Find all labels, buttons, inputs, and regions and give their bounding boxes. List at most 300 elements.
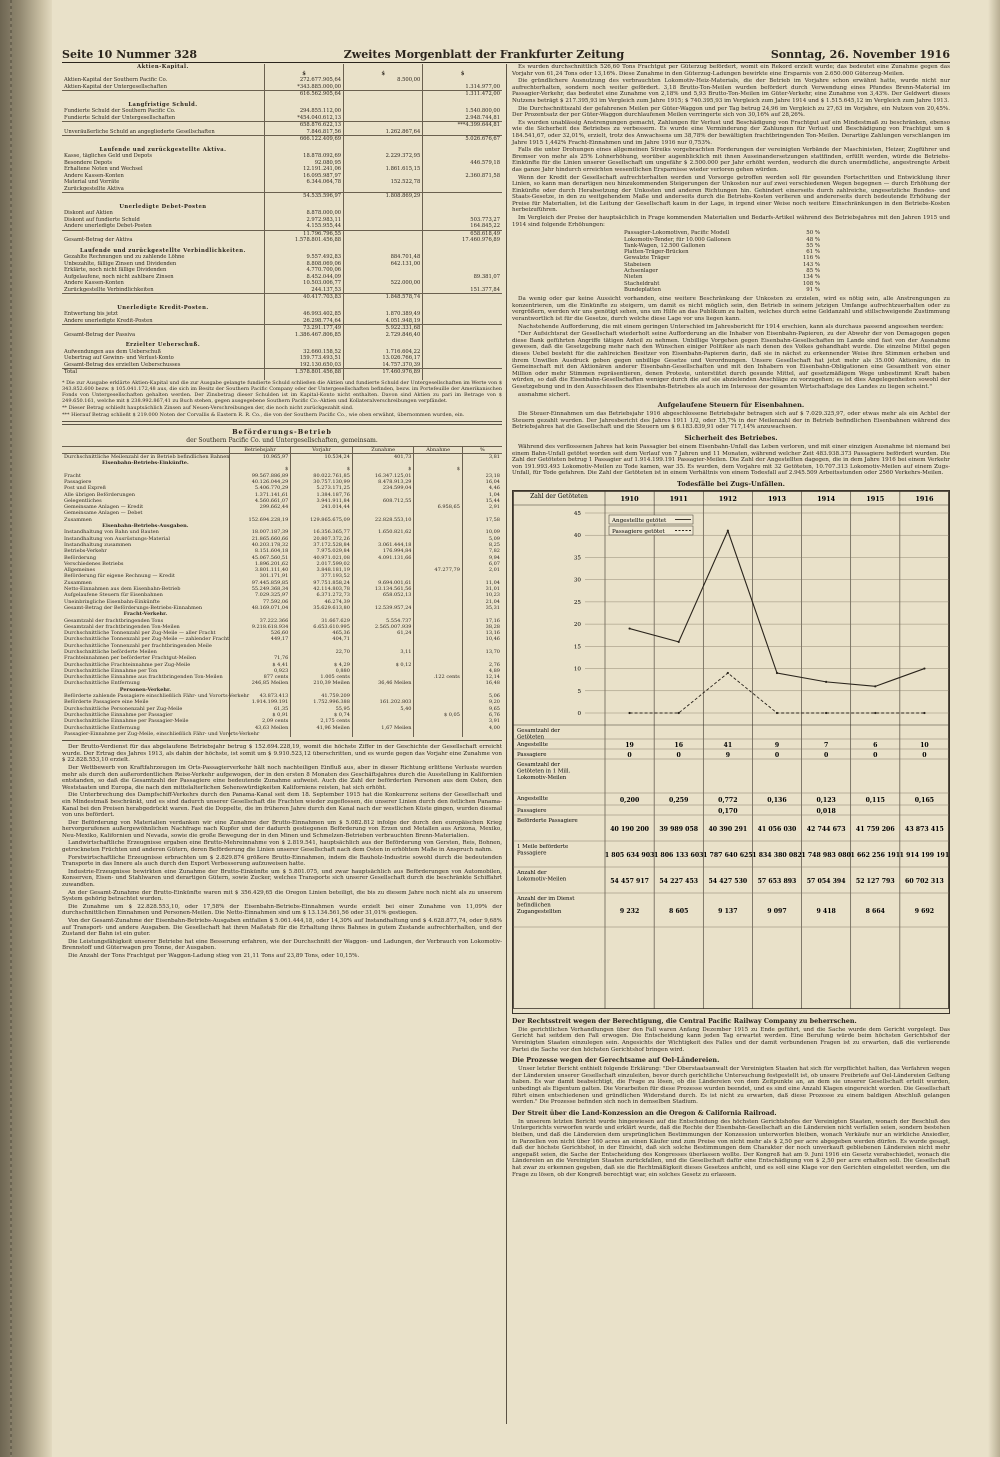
row-value [423, 325, 502, 332]
table-cell-value: 0 [823, 751, 829, 759]
table-row-label: Passagiere [517, 751, 547, 758]
row-label: Durchschnittliche Entfernung [64, 680, 140, 687]
row-value: 294.855.112,00 [264, 108, 343, 115]
right-column [512, 64, 950, 1179]
series-line-passagiere [630, 673, 925, 713]
row-label: Entwertung bis jetzt [64, 311, 118, 317]
paragraph: An der Gesamt-Zunahme der Brutto-Einkünfte waren mit $ 356.429,65 die Oregon Linien beteiligt, die bis zu diesem Jahre noch nicht als zu unserem System gehörig betrachtet wurden. [62, 889, 502, 903]
row-value: 36,46 Meilen [352, 680, 414, 686]
row-label: Andere Kassen-Konten [64, 172, 124, 179]
year-label: 1910 [620, 494, 639, 503]
row-value: 20.807.372,26 [291, 536, 353, 542]
row-value: 8.808.069,06 [264, 261, 343, 268]
row-label: Erklärte, noch nicht fällige Dividenden [64, 267, 167, 273]
table-cell-value: 0,170 [718, 807, 738, 815]
group-title: Fracht-Verkehr. [123, 611, 168, 618]
row-value: 8.452.044,09 [264, 274, 343, 281]
row-value: 1.371.141,61 [229, 492, 291, 498]
table-row-label: Lokomotiv-Meilen [517, 876, 567, 883]
row-label: Gesamtzahl der frachtbringenden Ton-Meilen [64, 623, 180, 630]
table-cell-value: 41 [723, 741, 733, 749]
row-label: Zusammen [64, 579, 92, 586]
row-value: 616.562.905,64 [264, 91, 343, 98]
taxes-text: Die Steuer-Einnahmen um das Betriebsjahr 1916 abgeschlossene Betriebsjahr betragen sich auf $ 7.029.325,97, oder etwas mehr als ein Achtel der Steuern gezahlt wurden. Der Jahresbericht des Jahres 1911 1/2, oder 15,7% in der Meilenzahl der in Betrieb befindlichen Eisenbahnen während des Betriebsjahres hat die Gesellschaft und die Steuern um $ 6.183.839,91 oder 717,14% anzuwachsen. [512, 411, 950, 431]
table-cell-value: 60 702 313 [905, 877, 944, 885]
paragraph: Falls die unter Drohungen eines allgemeinen Streiks vorgebrachten Forderungen der vereinigten Verbände der Maschinisten, Heizer, Zugführer und Bremser von mehr als 25% Lohnerhöhung, worüber augenblicklich mit ihnen Auseinandersetzungen stattfinden, erfüllt werden, würde die Betriebs-Einkünfte für die Linien unserer Gesellschaft um ungefähr $ 2.500.000 per Jahr erhöht werden, wodurch die durch unermüdliche, angestrengte Arbeit das ganze Jahr hindurch erreichten wesentlichen Ersparnisse wieder verloren gehen würden. [512, 147, 950, 173]
row-label: Erhaltene Noten und Wechsel [64, 166, 143, 172]
table-cell-value: 41 759 206 [855, 825, 895, 833]
price-value: 116 % [802, 255, 820, 262]
price-value: 143 % [802, 261, 820, 268]
operations-title: Beförderungs-Betrieb [232, 427, 332, 436]
row-value: 46.993.402,85 [264, 311, 343, 318]
row-value: $ 0,12 [352, 662, 414, 668]
table-cell-value: 40 390 291 [708, 825, 748, 833]
row-label: Andere Kassen-Konten [64, 280, 124, 286]
row-value: 6.958,65 [414, 504, 462, 510]
row-value: 40.203.178,32 [229, 542, 291, 548]
row-value: 71,76 [229, 655, 291, 661]
row-label: Uneinbringliche Eisenbahn-Einkünfte [64, 598, 160, 605]
paragraph: Die Zunahme um $ 22.828.553,10, oder 17,58% der Eisenbahn-Betriebs-Einnahmen wurde erzielt bei einer Zunahme von 11,09% der durchschnittlichen Einnahmen und Personen-Meilen. Die Netto-Einnahmen sind um $ 13.134.561,56 oder 31,01% gestiegen. [62, 903, 502, 917]
row-label: Zurückgestellte Verbindlichkeiten [64, 286, 154, 293]
paragraph: Die gründlichere Ausnutzung des verbrauchten Lokomotiv-Heiz-Materials, die der Betrieb im Vorjahre schon erwähnt hatte, wurde nicht nur aufrechterhalten, sondern noch weiter gefördert. 3,18 Brutto-Ton-Meilen wurden befördert durch Verwendung eines Pfundes Brenn-Material im Passagier-Verkehr, das bedeutet eine Zunahme von 2,18% und 5,93 Brutto-Ton-Meilen im Güter-Verkehr, eine Zunahme von 3,43%. Der Geldwert dieses Nutzens beträgt $ 217.395,93 im Vergleich zum Jahre 1915; $ 740.395,93 im Vergleich zum Jahre 1914 und $ 1.515.645,12 im Vergleich zum Jahre 1913. [512, 78, 950, 104]
row-label: Fundierte Schuld der Southern Pacific Co. [64, 108, 176, 114]
row-value: 2.229.372,95 [344, 153, 423, 160]
balance-row [62, 223, 502, 230]
table-row-label: Zugangestellten [517, 908, 562, 915]
row-value: 11,04 [462, 580, 502, 586]
balance-footnotes [62, 380, 502, 418]
row-value: 21,04 [462, 599, 502, 605]
row-value: 4,89 [462, 668, 502, 674]
row-value: 1.386.467.806,85 [264, 332, 343, 339]
operations-table [62, 446, 502, 738]
table-cell-value: 9 097 [767, 907, 787, 915]
row-label: Andere unerledigte Debet-Posten [64, 223, 152, 229]
row-value: 1.314.977,00 [423, 84, 502, 91]
group-title: Eisenbahn-Betriebs-Einkünfte. [101, 460, 189, 467]
balance-subtotal-row [62, 369, 502, 376]
row-value: 2.729.846,40 [344, 332, 423, 339]
price-value: 91 % [806, 286, 820, 293]
row-value [423, 369, 502, 376]
row-value: 2.360.871,58 [423, 173, 502, 180]
row-label: Gesamtzahl der frachtbringenden Tons [64, 617, 164, 624]
row-label: Durchschnittliche Tonnenzahl per Zug-Meile — zahlender Fracht [64, 636, 230, 643]
row-value: 1.752.996.388 [291, 699, 353, 705]
data-point [923, 667, 925, 669]
table-cell-value: 0,200 [619, 796, 640, 804]
price-value: 134 % [802, 274, 820, 281]
row-value [344, 223, 423, 230]
row-value: 10.534,24 [291, 453, 353, 460]
table-cell-value: 57 054 394 [806, 877, 846, 885]
row-value: ***4.399.644,81 [423, 122, 502, 129]
table-cell-value: 7 [823, 741, 829, 749]
row-label: Verschiedenes Betriebs [64, 560, 124, 567]
row-value: 15,44 [462, 498, 502, 504]
year-label: 1912 [718, 494, 737, 503]
table-cell-value: 9 137 [718, 907, 738, 915]
row-value [344, 91, 423, 98]
row-value: 1.808.869,29 [344, 193, 423, 200]
table-cell-value: 43 873 415 [905, 825, 944, 833]
paragraph: Die Anzahl der Tons Frachtgut per Waggon-Ladung stieg von 21,11 Tons auf 23,89 Tons, oder 10,15%. [68, 952, 360, 959]
table-cell-value: 19 [625, 741, 634, 749]
row-value: 13.026.766,17 [344, 355, 423, 362]
data-point [628, 627, 630, 629]
table-cell-value: 54 227 453 [659, 877, 699, 885]
axis-label: Zahl der Getöteten [530, 492, 588, 500]
paragraph: In unserem letzten Bericht wurde hingewiesen auf die Entscheidung des höchsten Gerichtshofes der Vereinigten Staaten, wonach der Beschluß des Untergerichts verworfen wurde und erklärt wurde, daß die Rechte der Eisenbahn-Gesellschaft an die Ländereien nicht verfallen seien, sondern bestehen bleiben, und daß die Ländereien dem ursprünglichen Bestimmungen der Konzession unterworfen bleiben, wonach Verkäufe nur an wirkliche Ansiedler, in Parzellen von nicht über 160 acres an einen Käufer und zum Preise von nicht mehr als $ 2,50 per acre abgegeben werden dürfen. Es wurde gesagt, daß der höchste Gerichtshof, in der Einsicht, daß sich solche Bestimmungen dem Charakter der noch unverkauft gebliebenen Ländereien nicht mehr angepaßt seien, die Sache der Entscheidung des Kongresses überlassen wollte. Der Kongreß hat am 9. Juni 1916 ein Gesetz verabschiedet, wonach die Ländereien an die Vereinigten Staaten zurückfallen, und die Gesellschaft dafür eine Entschädigung von $ 2,50 per acre erhalten soll. Die Gesellschaft hat zwar zu erkennen gegeben, daß sie die Rechtmäßigkeit dieses Gesetzes anficht, und es soll eine Klage vor den Gerichten eingeleitet werden, um die Frage zu lösen, ob der Kongreß berechtigt war, ein solches Gesetz zu erlassen. [512, 1118, 950, 1178]
paragraph: Landwirtschaftliche Erzeugnisse ergaben eine Brutto-Mehreinnahme von $ 2.819.541, hauptsächlich aus der Beförderung von Gersten, Reis, Bohnen, getrockneten Früchten und anderen Gütern, deren Beförderung die Linien unserer Gesellschaft nach dem Osten in erhöhtem Maße in Anspruch nahm. [62, 840, 502, 854]
row-value: 92.080,95 [264, 160, 343, 167]
data-point [678, 712, 680, 714]
row-value: 2.972.983,11 [264, 217, 343, 224]
row-label: Instandhaltung von Bahn und Bauten [64, 529, 159, 536]
currency-sign: $ [264, 71, 343, 78]
paragraph: Es wurden unablässig Anstrengungen gemacht, Zahlungen für Verlust und Beschädigung von Frachtgut auf ein Mindestmaß zu beschränken, ebenso wie die Sicherheit des Betriebes zu verbessern. Es wurde eine Verminderung der Zahlungen für Verlust und Beschädigung von Frachtgut um $ 184.541,67, oder 32,01%, erzielt, trotz des Anwachsens um 38,78% der bewältigten frachtbringenden Ton-Meilen. Derartige Zahlungen verschlangen im Jahre 1915 1,442% Fracht-Einnahmen und im Jahre 1916 nur 0,753%. [512, 119, 950, 146]
row-value: 41.759.209 [291, 693, 353, 699]
row-value: 4.560.661,07 [229, 498, 291, 504]
column-header: Betriebsjahr [229, 446, 291, 453]
paragraph: ausnahme sichert. [518, 391, 571, 398]
table-row-label: Anzahl der im Dienst [517, 895, 575, 902]
row-value: 13,16 [462, 630, 502, 636]
row-label: Passagiere [64, 478, 92, 485]
row-label: Diskont auf fundierte Schuld [64, 216, 140, 223]
row-label [62, 193, 264, 200]
row-value [344, 136, 423, 143]
row-value: 1.650.821,62 [352, 529, 414, 535]
row-value: 45.067.560,51 [229, 555, 291, 561]
row-label: Passagier-Einnahme per Zug-Meile, einschließlich Fähr- und Vororts-Verkehr [64, 730, 260, 737]
row-label: Andere unerledigte Kredit-Posten [64, 317, 153, 324]
row-value: 404,71 [291, 636, 353, 642]
row-value: 7.975.029,84 [291, 548, 353, 554]
row-value [352, 731, 414, 737]
divider [62, 421, 502, 425]
footnote: ** Dieser Betrag schließt hauptsächlich Zinsen auf Neuen-Verschreibungen der, die noch nicht zurückgezahlt sind. [62, 404, 354, 411]
row-value: 8.500,00 [344, 77, 423, 84]
table-cell-value: 0,123 [816, 796, 836, 804]
balance-row [62, 318, 502, 325]
row-label: Durchschnittliche Einnahme per Passagier [64, 711, 173, 718]
price-label: Tank-Wagen, 12.500 Gallonen [624, 242, 706, 249]
price-label: Stacheldraht [624, 280, 660, 287]
row-value: 40.126.044,29 [229, 479, 291, 485]
table-cell-value: 9 692 [914, 907, 935, 915]
row-value: 446.579,18 [423, 160, 502, 167]
table-row-label: Passagiere [517, 807, 547, 814]
row-value: 1.311.472,00 [423, 91, 502, 98]
row-value: 61,35 [229, 706, 291, 712]
table-cell-value: 1 787 640 625 [703, 851, 753, 859]
row-value: 6.653.610.995 [291, 624, 353, 630]
table-cell-value: 0,165 [914, 796, 935, 804]
row-value: $ 0,05 [414, 712, 462, 718]
row-label: Durchschnittliche Tonnenzahl per Zug-Meile — aller Fracht [64, 630, 216, 637]
paragraph: Der Brutto-Verdienst für das abgelaufene Betriebsjahr betrug $ 152.694.228,19, womit die höchste Ziffer in der Geschichte der Gesellschaft erreicht wurde. Der Ertrag des Jahres 1913, als dahin der höchste, ist somit um $ 9.910.523,12 überschritten, und es wurde gegen das Vorjahr eine Zunahme von $ 22.828.553,10 erzielt. [62, 744, 502, 764]
column-header: % [462, 446, 502, 453]
row-label: Unbezahlte, fällige Zinsen und Dividenden [64, 260, 177, 267]
balance-section [62, 342, 502, 380]
row-value [423, 362, 502, 369]
table-row-label: Getöteten [517, 734, 545, 741]
price-increase-list [622, 230, 822, 293]
fatalities-chart [512, 490, 950, 1014]
table-cell-value: 0,259 [669, 796, 689, 804]
row-value: 99.567.886,89 [229, 473, 291, 479]
row-value: 2.565.007.939 [352, 624, 414, 630]
row-label [62, 325, 264, 332]
balance-subtotal-row [62, 122, 502, 129]
row-value: 3.801.111,40 [229, 567, 291, 573]
row-value: 299.662,44 [229, 504, 291, 510]
row-value: 21.865.660,66 [229, 536, 291, 542]
row-value: 40.417.703,83 [264, 294, 343, 301]
table-cell-value: 9 [725, 751, 731, 759]
section-heading: Die Prozesse wegen der Gerechtsame auf Oel-Ländereien. [512, 1056, 720, 1065]
legend-entry: Passagiere getötet [612, 528, 665, 535]
row-value: 42.114.803,78 [291, 586, 353, 592]
price-label: Passagier-Lokomotiven, Pacific Modell [624, 230, 730, 237]
row-label: Uebertrag auf Gewinn- und Verlust-Konto [64, 355, 174, 361]
row-value: 4,00 [462, 725, 502, 731]
balance-row [62, 84, 502, 91]
row-label: Durchschnittliche Entfernung [64, 724, 140, 731]
table-cell-value: 1 748 983 080 [801, 851, 851, 859]
row-value [264, 186, 343, 193]
table-cell-value: 8 664 [865, 907, 885, 915]
safety-text: Während des verflossenen Jahres hat kein Passagier bei einem Eisenbahn-Unfall das Leben verloren, und mit einer einzigen Ausnahme ist niemand bei einem Bahn-Unfall getötet worden seit dem Verlauf von 7 Jahren und 11 Monaten, während welcher Zeit 483.938.373 Passagiere befördert wurden. Die Zahl der Getöteten betrug 1 Passagier auf 1.914.199.191 Passagier-Meilen. Die Zahl der Angestellten dagegen, die in dem Jahre 1916 bei einem Verkehr von 191.993.493 Lokomotiv-Meilen zu Tode kamen, war 35. Es wurden, dem Vorjahre mit 32 Getöteten, 10.707.313 Lokomotiv-Meilen auf einem Zugs-Unfall, für Tode gefahren. Die Zahl der Getöteten ist in einem Verhältnis von einem Todesfall auf 2.945.509 Arbeitsstunden oder 2560 Verkehrs-Meilen. [512, 443, 950, 477]
row-label: Betriebs-Verkehr [64, 548, 107, 555]
row-value: 2,175 cents [291, 718, 353, 724]
balance-subtotal-row [62, 230, 502, 237]
row-value: 8,25 [462, 542, 502, 548]
paragraph: Der Beförderung von Materialien verdanken wir eine Zunahme der Brutto-Einnahmen um $ 5.082.812 infolge der durch den europäischen Krieg hervorgerufenen außergewöhnlichen Nachfrage nach Kupfer und der dadurch gestiegenen Beförderung von Erzen und Metallen aus Arizona, Mexiko, Neu-Mexiko, Kalifornien und Nevada, sowie die große Bewegung der in den Minen und Schmelzen-Betrieben verbrauchten Brenn-Materialien. [62, 819, 502, 839]
row-value: 48.169.071,04 [229, 605, 291, 611]
paragraph: Die Leistungsfähigkeit unserer Betriebe hat eine Besserung erfahren, wie der Durchschnitt der Waggon- und Ladungen, der Verbrauch von Lokomotiv-Brennstoff und Güterwagen pro Tonne, der Ausgaben. [62, 938, 502, 952]
row-label: Durchschnittliche Personenzahl per Zug-Meile [64, 705, 183, 712]
row-value: 449,17 [229, 636, 291, 642]
row-value: .122 cents [414, 674, 462, 680]
masthead-left: Seite 10 Nummer 328 [62, 47, 198, 61]
row-value: 5.922.331,68 [344, 325, 423, 332]
balance-row [62, 129, 502, 136]
taxes-heading: Aufgelaufene Steuern für Eisenbahnen. [657, 401, 805, 410]
table-row-label: Passagiere [517, 850, 547, 857]
row-value: $ [414, 466, 462, 472]
row-label: Durchschnittliche Tonnenzahl per frachtbringenden Meile [64, 642, 212, 649]
row-label: Gesamt-Betrag der Passiva [64, 331, 136, 338]
row-value: 658.052,13 [352, 592, 414, 598]
row-label: Besondere Depots [64, 159, 113, 166]
row-label: Zusammen [64, 516, 92, 523]
table-cell-value: 39 989 058 [659, 825, 699, 833]
row-value: 5,40 [352, 706, 414, 712]
data-point [776, 672, 778, 674]
table-cell-value: 9 232 [619, 907, 640, 915]
row-value: 1.578.801.456,88 [264, 369, 343, 376]
row-value: 1.540.800,00 [423, 108, 502, 115]
table-cell-value: 54 457 917 [610, 877, 649, 885]
data-point [923, 712, 925, 714]
series-line-angestellte [630, 531, 925, 687]
row-value [423, 294, 502, 301]
chart-frame [514, 491, 949, 1008]
balance-section [62, 248, 502, 305]
row-value: 18.007.187,39 [229, 529, 291, 535]
row-label: Zurückgestellte Aktiva [64, 185, 124, 192]
price-value: 55 % [806, 242, 820, 249]
row-value: 13.134.561,56 [352, 586, 414, 592]
row-value: 17.460.976,89 [344, 369, 423, 376]
balance-subtotal-row [62, 294, 502, 301]
balance-section [62, 147, 502, 204]
row-value: 43.873.413 [229, 693, 291, 699]
row-value: 43,63 Meilen [229, 725, 291, 731]
row-value: 176.994,84 [352, 548, 414, 554]
row-value: 884.701,48 [344, 254, 423, 261]
balance-sheet [62, 64, 502, 380]
row-value: 4.155.955,44 [264, 223, 343, 230]
row-label: Durchschnittliche Einnahme per Ton [64, 667, 158, 674]
data-point [776, 712, 778, 714]
row-value: $ 4,41 [229, 662, 291, 668]
row-label: Material und Vorräte [64, 179, 120, 185]
row-value: 0,923 [229, 668, 291, 674]
row-value: $ [291, 466, 353, 472]
row-value: 1,04 [462, 492, 502, 498]
safety-heading: Sicherheit des Betriebes. [684, 433, 778, 442]
table-cell-value: 6 [873, 741, 878, 749]
row-value: 152.694.228,19 [229, 517, 291, 523]
row-value: 17.460.976,89 [423, 237, 502, 244]
row-value: 272.677.905,64 [264, 77, 343, 84]
row-label: Kasse, tägliches Geld und Depots [64, 153, 153, 159]
table-row-label: Gesamtzahl der [517, 761, 560, 768]
price-label: Achsenlager [624, 268, 658, 275]
data-point [825, 681, 827, 683]
row-value [423, 186, 502, 193]
row-value: 503.773,27 [423, 217, 502, 224]
row-value: 210,39 Meilen [291, 680, 353, 686]
row-value: 9.218.618.934 [229, 624, 291, 630]
row-value: 4,46 [462, 485, 502, 491]
year-label: 1914 [817, 494, 836, 503]
row-value: 73.291.177,49 [264, 325, 343, 332]
row-label: Allgemeines [64, 567, 96, 574]
row-value: 3,81 [462, 453, 502, 460]
table-cell-value: 54 427 530 [708, 877, 748, 885]
row-value: 5.026.676,67 [423, 136, 502, 143]
row-value: 10.965,97 [229, 453, 291, 460]
table-cell-value: 1 805 634 903 [604, 851, 655, 859]
row-value: *454.040.612,13 [264, 115, 343, 122]
price-label: Stabeisen [624, 261, 651, 268]
row-value [344, 122, 423, 129]
column-divider [506, 64, 507, 1424]
paragraph: Der Wettbewerb von Kraftfahrzeugen im Orts-Passagierverkehr hält noch nachteiligen Einfluß aus, aber in dieser Richtung erlittene Verluste wurden mehr als durch den außerordentlichen Reise-Verkehr aufgewogen, der in den ersten 8 Monaten des Geschäftsjahres durch die Ausstellung in Kalifornien entstanden, so daß die Gesamtzahl der Passagiere eine bedeutende Zunahme aufweist. Auch die Zahl der beförderten Personen aus dem Osten, den Weststaaten und Europa, die nach den mittelalterlichen Sehenswürdigkeiten Kaliforniens reisten, hat sich erhöht. [62, 764, 502, 791]
table-row-label: Lokomotiv-Meilen [517, 774, 567, 781]
row-label: Beförderte zahlende Passagiere einschließlich Fähr- und Vororts-Verkehr [64, 693, 250, 700]
row-value: $ 0,91 [229, 712, 291, 718]
row-value: 6.344.064,78 [264, 179, 343, 186]
row-label: Beförderte Passagiere eine Meile [64, 699, 149, 706]
left-body-text [62, 744, 502, 959]
row-value: 80.022.761,85 [291, 473, 353, 479]
price-item [622, 287, 822, 293]
right-body-text-2 [512, 296, 950, 398]
row-value: 159.773.493,51 [264, 355, 343, 362]
row-value: 12.191.241,06 [264, 166, 343, 173]
paragraph: Forstwirtschaftliche Erzeugnisse erbrachten um $ 2.829.874 größere Brutto-Einnahmen, indem die Bauholz-Industrie sowohl durch die bedeutenden Transporte in das Innere als auch durch den Export Verbesserung aufzuweisen hatte. [62, 854, 502, 868]
row-label: Frachteinnahmen per beförderter Frachtgut-Meilen [64, 655, 197, 662]
row-value: 35,31 [462, 605, 502, 611]
row-value: 9,20 [462, 699, 502, 705]
row-label: Instandhaltung von Ausrüstungs-Material [64, 535, 170, 542]
balance-subtotal-row [62, 325, 502, 332]
row-label: Gemeinsame Anlagen — Debet [64, 510, 143, 517]
paragraph: Die Unterbrechung des Dampfschiff-Verkehrs durch den Panama-Kanal seit dem 18. September 1915 hat die Konkurrenz seitens der Gesellschaft und ein Mindestmaß beschränkt, und es sind dadurch unserer Gesellschaft die Frachten wieder zugeflossen, die unserer Linien durch den östlichen Panama-Kanal bei den Preisen herabgedrückt waren. Fast die Doppelte, die im früheren Jahre durch den Kanal nach der westlichen Küste gingen, wurden diesmal von uns befördert. [62, 792, 502, 819]
page-edge [988, 0, 1000, 1457]
column-header: Abnahme [414, 446, 462, 453]
row-value: 526,60 [229, 630, 291, 636]
table-cell-value: 0 [922, 751, 927, 759]
table-cell-value: 9 418 [816, 907, 836, 915]
row-value: 151.377,84 [423, 287, 502, 294]
row-value [344, 186, 423, 193]
row-value: 1.896.201,62 [229, 561, 291, 567]
row-value: 1.870.389,49 [344, 311, 423, 318]
row-value: 1.861.615,15 [344, 166, 423, 173]
paragraph: Im Vergleich der Preise der hauptsächlich in Frage kommenden Materialien und Bedarfs-Artikel während des Betriebsjahres mit den Jahren 1915 und 1914 sind folgende Erhöhungen: [512, 215, 950, 228]
row-value: 8.151.604,18 [229, 548, 291, 554]
row-value: 1.005 cents [291, 674, 353, 680]
y-tick-label: 25 [573, 599, 581, 606]
operations-subtitle: der Southern Pacific Co. und Untergesellschaften, gemeinsam. [186, 436, 378, 444]
row-label [62, 122, 264, 129]
row-value: 3.848.181,19 [291, 567, 353, 573]
row-label: Instandhaltung zusammen [64, 541, 132, 548]
row-label: Aktien-Kapital der Untergesellschaften [64, 83, 167, 90]
table-cell-value: 52 127 793 [855, 877, 895, 885]
row-label: Aktien-Kapital der Southern Pacific Co. [64, 77, 168, 83]
row-value: 47.277,79 [414, 567, 462, 573]
row-label: Gezahlte Rechnungen und zu zahlende Löhne [64, 254, 185, 260]
table-cell-value: 1 806 133 603 [653, 851, 704, 859]
y-tick-label: 5 [577, 688, 581, 695]
row-value: 31,01 [462, 586, 502, 592]
row-label: Gemeinsame Anlagen — Kredit [64, 504, 144, 511]
row-value: 666.122.409,69 [264, 136, 343, 143]
row-value: 241.014,44 [291, 504, 353, 510]
year-label: 1916 [915, 494, 934, 503]
row-label: Durchschnittliche Frachteinnahme per Zug-Meile [64, 661, 191, 668]
row-value: 16.347.125,01 [352, 473, 414, 479]
table-cell-value: 42 744 673 [806, 825, 846, 833]
row-label: Durchschnittliche Meilenzahl der in Betrieb befindlichen Bahnen [64, 453, 230, 460]
row-value: 9,65 [462, 706, 502, 712]
row-value: 4.051.948,19 [344, 318, 423, 325]
row-label: Durchschnittliche Einnahme per Passagier-Meile [64, 718, 189, 725]
row-value: 164.845,22 [423, 223, 502, 230]
row-value: 658.618,49 [423, 230, 502, 237]
paragraph: Es wurden durchschnittlich 526,60 Tons Frachtgut per Güterzug befördert, womit ein Rekord erzielt wurde; das bedeutet eine Zunahme gegen das Vorjahr von 61,24 Tons oder 13,16%. Diese Zunahme in den Güterzug-Ladungen bewirkte eine Ersparnis von 2.650.000 Güterzug-Meilen. [512, 64, 950, 77]
data-point [727, 530, 729, 532]
